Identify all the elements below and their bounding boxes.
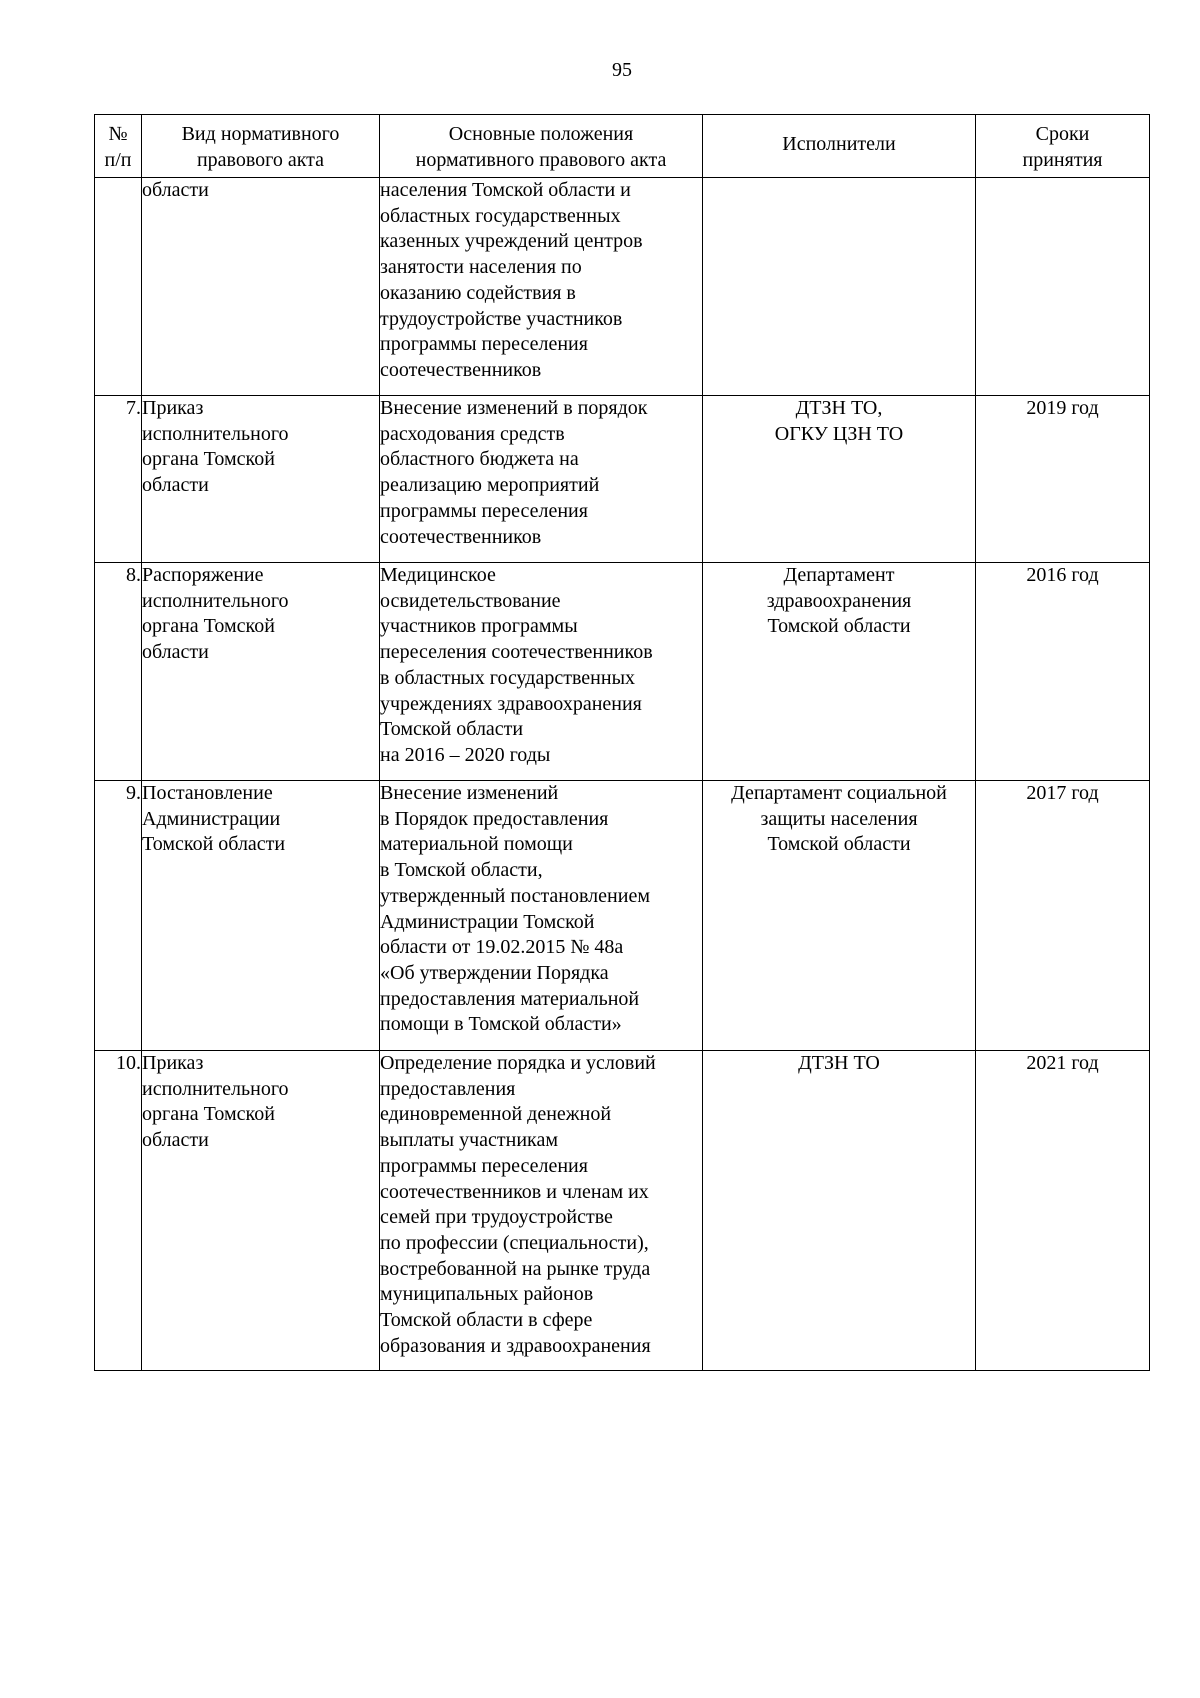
- cell-provisions: Определение порядка и условий предоставления единовременной денежной выплаты участникам программы переселения соотечественников и членам их семей при трудоустройстве по профессии (специальности), востребованной на рынке труда муниципальных районов Томской области в сфере образования и здравоохранения: [380, 1051, 703, 1371]
- cell-num: 7.: [95, 396, 142, 563]
- cell-act-type: Приказ исполнительного органа Томской области: [142, 1051, 380, 1371]
- cell-act-type: области: [142, 178, 380, 396]
- cell-num: 9.: [95, 781, 142, 1051]
- cell-terms: 2017 год: [976, 781, 1150, 1051]
- cell-executors: [703, 178, 976, 396]
- table-header-row: [95, 115, 1150, 178]
- cell-provisions: Внесение изменений в порядок расходования средств областного бюджета на реализацию мероприятий программы переселения соотечественников: [380, 396, 703, 563]
- cell-executors: ДТЗН ТО: [703, 1051, 976, 1371]
- cell-provisions: населения Томской области и областных государственных казенных учреждений центров занятости населения по оказанию содействия в трудоустройстве участников программы переселения соотечественников: [380, 178, 703, 396]
- table-row: [95, 781, 1150, 1051]
- cell-executors: Департамент социальной защиты населения Томской области: [703, 781, 976, 1051]
- header-terms: Сроки принятия: [976, 115, 1150, 178]
- cell-terms: 2019 год: [976, 396, 1150, 563]
- normative-acts-table: [94, 114, 1150, 1371]
- cell-act-type: Приказ исполнительного органа Томской области: [142, 396, 380, 563]
- table-row: [95, 178, 1150, 396]
- header-act-type: Вид нормативного правового акта: [142, 115, 380, 178]
- header-num: № п/п: [95, 115, 142, 178]
- table-row: [95, 563, 1150, 781]
- table-row: [95, 396, 1150, 563]
- cell-terms: 2021 год: [976, 1051, 1150, 1371]
- cell-executors: ДТЗН ТО, ОГКУ ЦЗН ТО: [703, 396, 976, 563]
- cell-act-type: Постановление Администрации Томской области: [142, 781, 380, 1051]
- header-provisions: Основные положения нормативного правового акта: [380, 115, 703, 178]
- header-executors: Исполнители: [703, 115, 976, 178]
- cell-executors: Департамент здравоохранения Томской области: [703, 563, 976, 781]
- cell-terms: 2016 год: [976, 563, 1150, 781]
- cell-provisions: Медицинское освидетельствование участников программы переселения соотечественников в областных государственных учреждениях здравоохранения Томской области на 2016 – 2020 годы: [380, 563, 703, 781]
- cell-provisions: Внесение изменений в Порядок предоставления материальной помощи в Томской области, утвержденный постановлением Администрации Томской области от 19.02.2015 № 48а «Об утверждении Порядка предоставления материальной помощи в Томской области»: [380, 781, 703, 1051]
- cell-num: 8.: [95, 563, 142, 781]
- table-row: [95, 1051, 1150, 1371]
- cell-num: [95, 178, 142, 396]
- page-number: 95: [612, 59, 632, 81]
- cell-terms: [976, 178, 1150, 396]
- cell-act-type: Распоряжение исполнительного органа Томской области: [142, 563, 380, 781]
- cell-num: 10.: [95, 1051, 142, 1371]
